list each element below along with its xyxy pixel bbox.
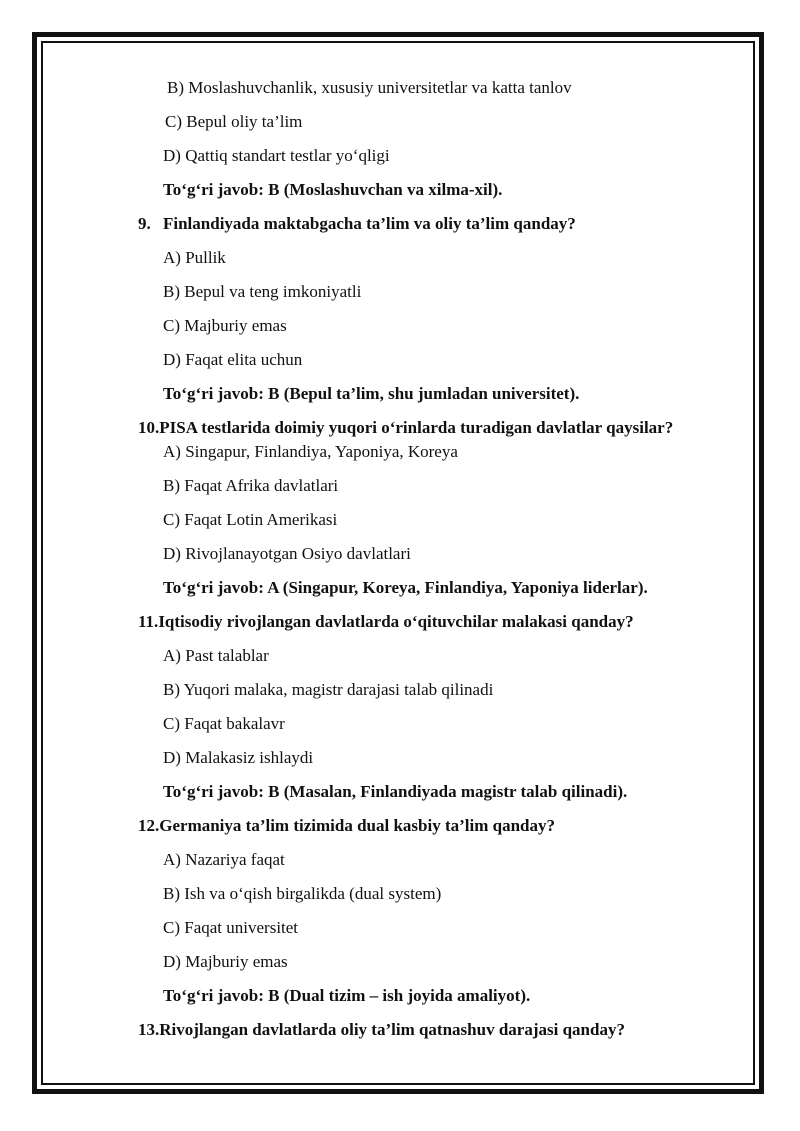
option-line: A) Pullik — [163, 248, 226, 267]
option-line: B) Faqat Afrika davlatlari — [163, 476, 339, 495]
option-line: D) Rivojlanayotgan Osiyo davlatlari — [163, 544, 411, 563]
option-line: D) Majburiy emas — [163, 952, 288, 971]
correct-answer-line: To‘g‘ri javob: B (Masalan, Finlandiyada magistr talab qilinadi). — [163, 782, 628, 801]
option-line: C) Faqat universitet — [163, 918, 299, 937]
question-text: Rivojlangan davlatlarda oliy ta’lim qatnashuv darajasi qanday? — [159, 1020, 625, 1039]
question-number: 10. — [138, 418, 160, 437]
option-line: C) Majburiy emas — [163, 316, 287, 335]
correct-answer-line: To‘g‘ri javob: B (Bepul ta’lim, shu jumladan universitet). — [163, 384, 580, 403]
correct-answer-line: To‘g‘ri javob: A (Singapur, Koreya, Finlandiya, Yaponiya liderlar). — [163, 578, 648, 597]
question-11 — [138, 612, 634, 632]
question-13 — [138, 1020, 625, 1040]
option-line: C) Bepul oliy ta’lim — [165, 112, 303, 131]
option-line: D) Faqat elita uchun — [163, 350, 303, 369]
question-text: Finlandiyada maktabgacha ta’lim va oliy ta’lim qanday? — [163, 214, 576, 233]
question-10 — [138, 418, 673, 438]
question-9 — [138, 214, 576, 234]
question-text: PISA testlarida doimiy yuqori o‘rinlarda turadigan davlatlar qaysilar? — [159, 418, 674, 437]
correct-answer-line: To‘g‘ri javob: B (Dual tizim – ish joyida amaliyot). — [163, 986, 531, 1005]
option-line: D) Malakasiz ishlaydi — [163, 748, 314, 767]
question-number: 11. — [138, 612, 159, 631]
option-line: A) Nazariya faqat — [163, 850, 285, 869]
question-number: 9. — [138, 214, 151, 233]
option-line: C) Faqat bakalavr — [163, 714, 285, 733]
option-line: B) Bepul va teng imkoniyatli — [163, 282, 362, 301]
option-line: C) Faqat Lotin Amerikasi — [163, 510, 338, 529]
question-number: 12. — [138, 816, 160, 835]
option-line: B) Yuqori malaka, magistr darajasi talab qilinadi — [163, 680, 494, 699]
question-number: 13. — [138, 1020, 160, 1039]
question-text: Germaniya ta’lim tizimida dual kasbiy ta’lim qanday? — [159, 816, 555, 835]
option-line: B) Ish va o‘qish birgalikda (dual system) — [163, 884, 442, 903]
option-line: A) Past talablar — [163, 646, 269, 665]
question-text: Iqtisodiy rivojlangan davlatlarda o‘qituvchilar malakasi qanday? — [158, 612, 634, 631]
question-12 — [138, 816, 555, 836]
correct-answer-line: To‘g‘ri javob: B (Moslashuvchan va xilma-xil). — [163, 180, 503, 199]
option-line: D) Qattiq standart testlar yo‘qligi — [163, 146, 390, 165]
option-line: B) Moslashuvchanlik, xususiy universitetlar va katta tanlov — [167, 78, 572, 97]
option-line: A) Singapur, Finlandiya, Yaponiya, Koreya — [163, 442, 458, 461]
